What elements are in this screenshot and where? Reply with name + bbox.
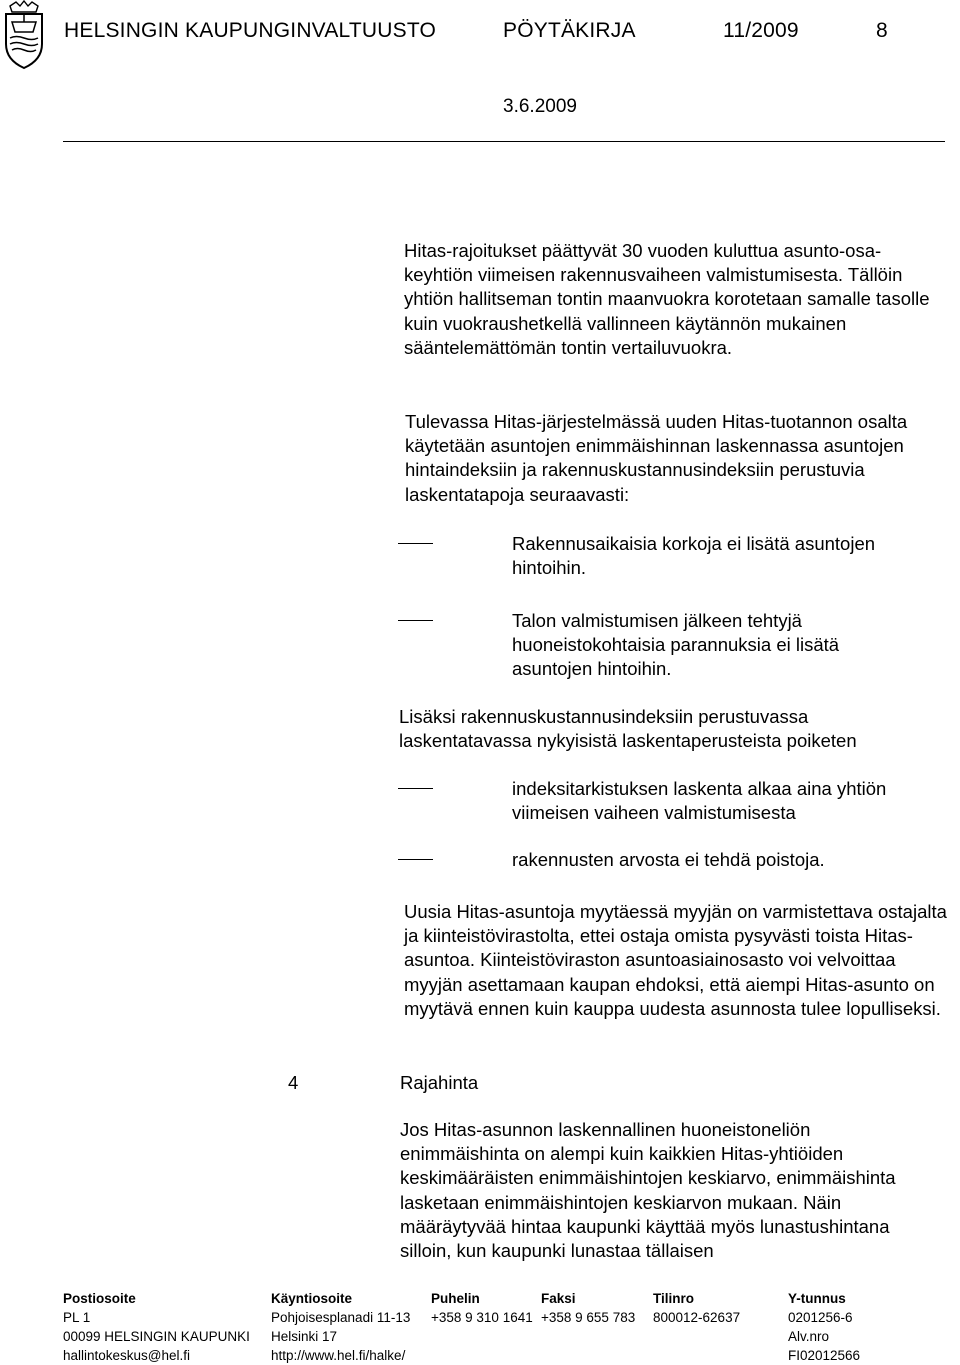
- footer-visiting-address: [271, 1289, 410, 1365]
- header-document-type: PÖYTÄKIRJA: [503, 19, 636, 42]
- footer-email-link[interactable]: hallintokeskus@hel.fi: [63, 1348, 191, 1363]
- header-date: 3.6.2009: [503, 96, 577, 117]
- footer-phone: [431, 1289, 533, 1327]
- list-dash: [398, 620, 433, 621]
- footer-label: Käyntiosoite: [271, 1291, 353, 1306]
- footer-website-link[interactable]: http://www.hel.fi/halke/: [271, 1348, 406, 1363]
- header-page-number: 8: [876, 19, 888, 42]
- helsinki-crest-logo: [2, 0, 46, 70]
- footer-label: Y-tunnus: [788, 1291, 846, 1306]
- list-dash: [398, 859, 433, 860]
- list-dash: [398, 543, 433, 544]
- footer-postal-address: [63, 1289, 250, 1365]
- footer-value: Alv.nro: [788, 1329, 830, 1344]
- footer-value: 00099 HELSINGIN KAUPUNKI: [63, 1329, 250, 1344]
- header-meeting-number: 11/2009: [723, 19, 799, 42]
- footer-fax: [541, 1289, 635, 1327]
- paragraph-price-limit: Jos Hitas-asunnon laskennallinen huoneistoneliön enimmäishinta on alempi kuin kaikkien Hitas-yhtiöiden keskimääräisten enimmäishintojen keskiarvo, enimmäishinta lasketaan enimmäishintojen keskiarvon mukaan. Näin määräytyvää hintaa kaupunki käyttää myös lunastushintana silloin, kun kaupunki lunastaa tällaisen: [400, 1119, 896, 1262]
- footer-value: 0201256-6: [788, 1310, 853, 1325]
- footer-value: Helsinki 17: [271, 1329, 338, 1344]
- footer-value: PL 1: [63, 1310, 91, 1325]
- list-item-interest: Rakennusaikaisia korkoja ei lisätä asuntojen hintoihin.: [512, 533, 876, 579]
- paragraph-additionally: Lisäksi rakennuskustannusindeksiin perustuvassa laskentatavassa nykyisistä laskentaperusteista poiketen: [399, 706, 857, 752]
- footer-label: Puhelin: [431, 1291, 480, 1306]
- footer-label: Postiosoite: [63, 1291, 136, 1306]
- list-item-renovations: Talon valmistumisen jälkeen tehtyjä huoneistokohtaisia parannuksia ei lisätä asuntojen hintoihin.: [512, 610, 840, 680]
- paragraph-selling-hitas: Uusia Hitas-asuntoja myytäessä myyjän on varmistettava ostajalta ja kiinteistövirastolta, ettei ostaja omista pysyvästi toista Hitas-asuntoa. Kiinteistöviraston asuntoasiainosasto voi velvoittaa myyjän asettamaan kaupan ehdoksi, että aiempi Hitas-asunto on myytävä ennen kuin kauppa uudesta asunnosta tulee lopulliseksi.: [404, 901, 947, 1019]
- footer-value: Pohjoisesplanadi 11-13: [271, 1310, 411, 1325]
- footer-value: +358 9 310 1641: [431, 1310, 533, 1325]
- header-rule: [63, 141, 945, 142]
- header-organization: HELSINGIN KAUPUNGINVALTUUSTO: [64, 19, 437, 42]
- footer-business-id: [788, 1289, 860, 1365]
- footer-value: 800012-62637: [653, 1310, 741, 1325]
- paragraph-hitas-restrictions: Hitas-rajoitukset päättyvät 30 vuoden kuluttua asunto-osa-keyhtiön viimeisen rakennusvaiheen valmistumisesta. Tällöin yhtiön hallitseman tontin maanvuokra korotetaan samalle tasolle kuin vuokraushetkellä vallinneen käytännön mukainen sääntelemättömän tontin vertailuvuokra.: [404, 240, 930, 358]
- section-number: 4: [288, 1072, 299, 1093]
- list-dash: [398, 788, 433, 789]
- footer-account: [653, 1289, 740, 1327]
- footer-value: FI02012566: [788, 1348, 861, 1363]
- footer-value: +358 9 655 783: [541, 1310, 636, 1325]
- paragraph-future-hitas: Tulevassa Hitas-järjestelmässä uuden Hitas-tuotannon osalta käytetään asuntojen enimmäishinnan laskennassa asuntojen hintaindeksiin ja rakennuskustannusindeksiin perustuvia laskentatapoja seuraavasti:: [405, 411, 908, 505]
- list-item-depreciation: rakennusten arvosta ei tehdä poistoja.: [512, 849, 825, 870]
- footer-label: Faksi: [541, 1291, 576, 1306]
- footer-label: Tilinro: [653, 1291, 695, 1306]
- list-item-index-check: indeksitarkistuksen laskenta alkaa aina yhtiön viimeisen vaiheen valmistumisesta: [512, 778, 887, 824]
- section-title: Rajahinta: [400, 1072, 479, 1093]
